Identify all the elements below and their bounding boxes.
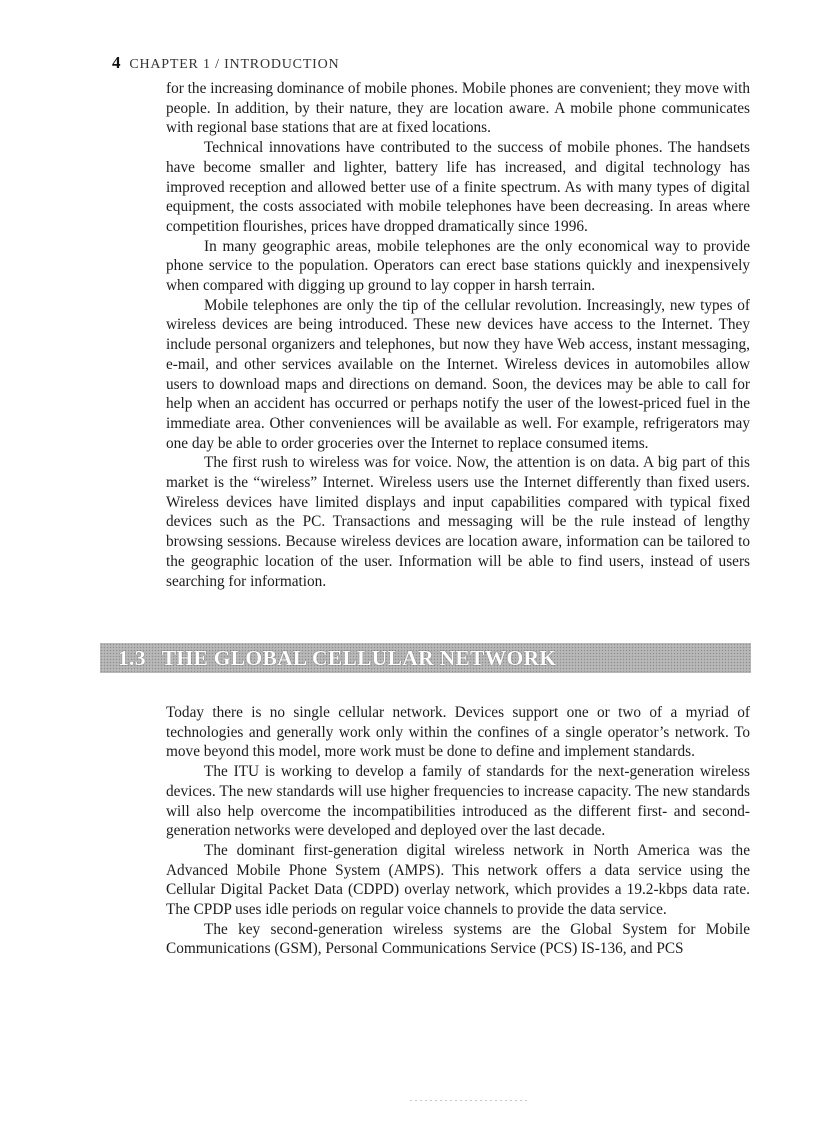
scan-artifact [410, 1100, 530, 1101]
paragraph: Technical innovations have contributed to the success of mobile phones. The handsets have become smaller and lighter, battery life has increased, and digital technology has improved reception and allowed better use of a finite spectrum. As with many types of digital equipment, the costs associated with mobile telephones have been decreasing. In areas where competition flourishes, prices have dropped dramatically since 1996. [166, 139, 750, 235]
running-head [112, 53, 339, 73]
section-number: 1.3 [118, 645, 146, 670]
paragraph: The ITU is working to develop a family of standards for the next-generation wireless devices. The new standards will use higher frequencies to increase capacity. The new standards will also help overcome the incompatibilities introduced as the different first- and second-generation networks were developed and deployed over the last decade. [166, 763, 750, 840]
paragraph: Mobile telephones are only the tip of the cellular revolution. Increasingly, new types of wireless devices are being introduced. These new devices have access to the Internet. They include personal organizers and telephones, but now they have Web access, instant messaging, e-mail, and other services available on the Internet. Wireless devices in automobiles allow users to download maps and directions on demand. Soon, the devices may be able to call for help when an accident has occurred or perhaps notify the user of the lowest-priced fuel in the immediate area. Other conveniences will be available as well. For example, refrigerators may one day be able to order groceries over the Internet to replace consumed items. [166, 296, 750, 452]
paragraph: The key second-generation wireless systems are the Global System for Mobile Communications (GSM), Personal Communications Service (PCS) IS-136, and PCS [166, 920, 750, 958]
paragraph: The dominant first-generation digital wireless network in North America was the Advanced Mobile Phone System (AMPS). This network offers a data service using the Cellular Digital Packet Data (CDPD) overlay network, which provides a 19.2-kbps data rate. The CPDP uses idle periods on regular voice channels to provide the data service. [166, 841, 750, 919]
section-heading [100, 643, 751, 673]
page-number: 4 [112, 53, 122, 72]
chapter-title: CHAPTER 1 / INTRODUCTION [129, 57, 340, 72]
body-text-top [166, 79, 750, 591]
paragraph: for the increasing dominance of mobile phones. Mobile phones are convenient; they move with people. In addition, by their nature, they are location aware. A mobile phone communicates with regional base stations that are at fixed locations. [166, 80, 750, 137]
section-title: THE GLOBAL CELLULAR NETWORK [161, 645, 557, 670]
paragraph: The first rush to wireless was for voice. Now, the attention is on data. A big part of this market is the “wireless” Internet. Wireless users use the Internet differently than fixed users. Wireless devices have limited displays and input capabilities compared with typical fixed devices such as the PC. Transactions and messaging will be the rule instead of lengthy browsing sessions. Because wireless devices are location aware, information can be tailored to the geographic location of the user. Information will be able to find users, instead of users searching for information. [166, 454, 750, 590]
paragraph: Today there is no single cellular network. Devices support one or two of a myriad of technologies and generally work only within the confines of a single operator’s network. To move beyond this model, more work must be done to define and implement standards. [166, 704, 750, 761]
body-text-bottom [166, 703, 750, 959]
paragraph: In many geographic areas, mobile telephones are the only economical way to provide phone service to the population. Operators can erect base stations quickly and inexpensively when compared with digging up ground to lay copper in harsh terrain. [166, 237, 750, 295]
